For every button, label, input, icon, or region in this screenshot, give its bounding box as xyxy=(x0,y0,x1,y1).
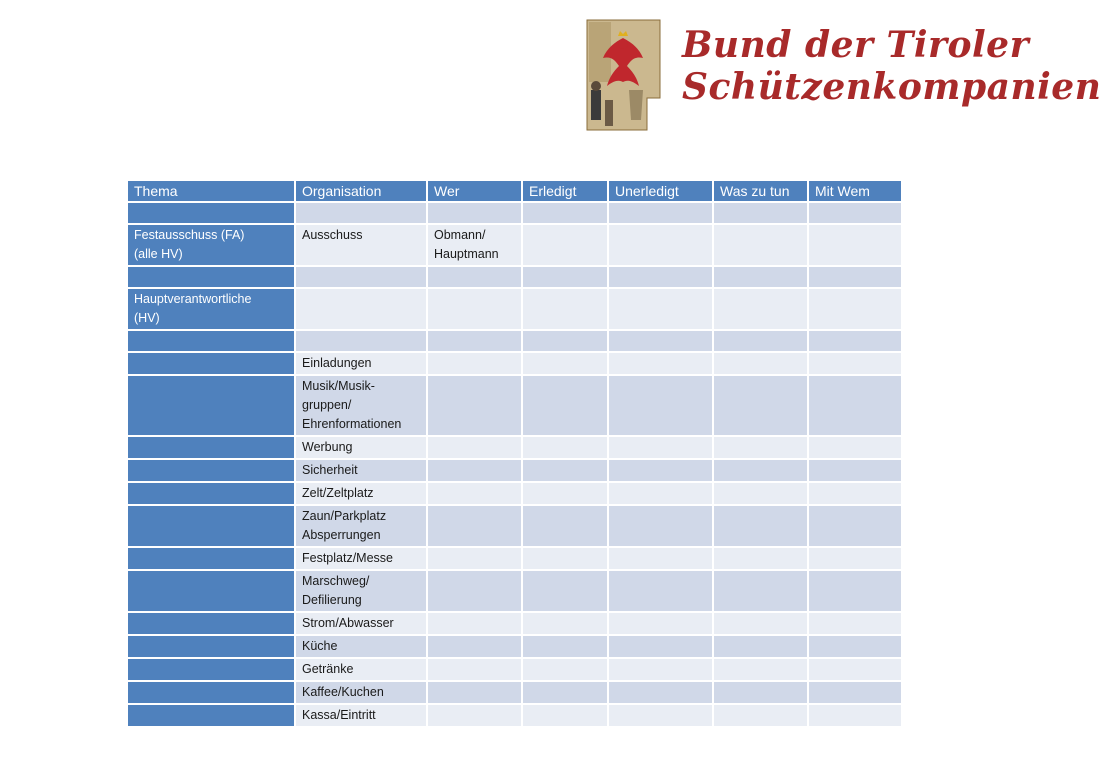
table-row xyxy=(128,506,901,546)
table-cell xyxy=(609,203,712,223)
table-cell xyxy=(609,659,712,680)
table-cell xyxy=(714,483,807,504)
table-cell xyxy=(714,353,807,374)
table-cell xyxy=(609,571,712,611)
table-cell xyxy=(714,705,807,726)
table-cell xyxy=(609,267,712,287)
table-cell xyxy=(714,659,807,680)
table-cell xyxy=(609,437,712,458)
table-cell: Musik/Musik- gruppen/ Ehrenformationen xyxy=(296,376,426,435)
table-cell xyxy=(609,613,712,634)
table-cell xyxy=(809,289,901,329)
table-cell: Ausschuss xyxy=(296,225,426,265)
table-cell xyxy=(128,659,294,680)
table-row xyxy=(128,460,901,481)
table-cell xyxy=(809,483,901,504)
table-cell xyxy=(428,267,521,287)
table-cell: Zaun/Parkplatz Absperrungen xyxy=(296,506,426,546)
table-cell xyxy=(609,506,712,546)
table-cell xyxy=(809,636,901,657)
table-cell xyxy=(809,437,901,458)
table-row xyxy=(128,705,901,726)
planning-table xyxy=(126,179,903,728)
table-cell: Festausschuss (FA) (alle HV) xyxy=(128,225,294,265)
table-cell xyxy=(714,460,807,481)
table-cell xyxy=(523,460,607,481)
table-cell xyxy=(428,548,521,569)
table-cell xyxy=(428,437,521,458)
table-cell xyxy=(714,225,807,265)
table-row xyxy=(128,353,901,374)
table-cell xyxy=(428,571,521,611)
table-cell: Strom/Abwasser xyxy=(296,613,426,634)
table-cell xyxy=(428,682,521,703)
table-cell xyxy=(128,613,294,634)
table-cell: Getränke xyxy=(296,659,426,680)
table-cell xyxy=(523,483,607,504)
table-cell xyxy=(428,613,521,634)
table-cell: Kaffee/Kuchen xyxy=(296,682,426,703)
column-header-wer: Wer xyxy=(428,181,521,201)
table-cell xyxy=(523,289,607,329)
table-cell xyxy=(523,613,607,634)
table-cell xyxy=(714,571,807,611)
table-cell xyxy=(128,483,294,504)
table-cell xyxy=(609,353,712,374)
table-cell xyxy=(609,331,712,351)
table-row xyxy=(128,613,901,634)
table-cell: Obmann/ Hauptmann xyxy=(428,225,521,265)
table-cell xyxy=(609,682,712,703)
table-row xyxy=(128,203,901,223)
column-header-thema: Thema xyxy=(128,181,294,201)
table-cell xyxy=(428,659,521,680)
table-cell xyxy=(523,705,607,726)
table-header-row xyxy=(128,181,901,201)
table-row xyxy=(128,659,901,680)
column-header-unerledigt: Unerledigt xyxy=(609,181,712,201)
table-cell xyxy=(128,460,294,481)
table-cell xyxy=(714,613,807,634)
table-cell xyxy=(523,267,607,287)
table-cell xyxy=(609,460,712,481)
table-cell xyxy=(809,376,901,435)
table-cell xyxy=(523,506,607,546)
table-cell xyxy=(296,267,426,287)
table-cell xyxy=(714,331,807,351)
table-row xyxy=(128,483,901,504)
table-cell: Sicherheit xyxy=(296,460,426,481)
table-cell xyxy=(609,289,712,329)
table-cell xyxy=(128,548,294,569)
table-cell xyxy=(523,636,607,657)
table-cell xyxy=(714,506,807,546)
table-cell xyxy=(523,225,607,265)
table-row xyxy=(128,636,901,657)
table-cell xyxy=(428,483,521,504)
table-cell xyxy=(714,682,807,703)
table-cell xyxy=(714,267,807,287)
table-cell xyxy=(428,636,521,657)
table-cell xyxy=(609,705,712,726)
table-cell xyxy=(609,548,712,569)
table-cell xyxy=(428,289,521,329)
table-cell xyxy=(809,659,901,680)
table-cell xyxy=(428,705,521,726)
table-cell: Festplatz/Messe xyxy=(296,548,426,569)
table-cell xyxy=(428,506,521,546)
table-cell xyxy=(128,331,294,351)
table-cell xyxy=(128,682,294,703)
table-cell: Küche xyxy=(296,636,426,657)
table-row xyxy=(128,225,901,265)
table-cell xyxy=(523,437,607,458)
table-cell xyxy=(714,376,807,435)
table-cell xyxy=(809,225,901,265)
table-cell xyxy=(296,289,426,329)
table-cell xyxy=(128,437,294,458)
table-cell: Einladungen xyxy=(296,353,426,374)
table-cell: Zelt/Zeltplatz xyxy=(296,483,426,504)
table-cell xyxy=(809,353,901,374)
table-cell xyxy=(428,353,521,374)
table-cell xyxy=(523,203,607,223)
table-cell xyxy=(714,636,807,657)
table-cell xyxy=(809,682,901,703)
organization-name-line-1: Bund der Tiroler xyxy=(682,24,1030,66)
table-cell xyxy=(714,289,807,329)
organization-name-line-2: Schützenkompanien xyxy=(682,66,1101,108)
table-cell xyxy=(809,203,901,223)
table-cell xyxy=(523,331,607,351)
table-cell xyxy=(296,331,426,351)
column-header-erledigt: Erledigt xyxy=(523,181,607,201)
column-header-mit-wem: Mit Wem xyxy=(809,181,901,201)
table-cell xyxy=(809,613,901,634)
table-cell xyxy=(523,682,607,703)
table-cell xyxy=(809,267,901,287)
table-row xyxy=(128,548,901,569)
table-cell: Marschweg/ Defilierung xyxy=(296,571,426,611)
table-cell xyxy=(714,203,807,223)
table-cell xyxy=(523,353,607,374)
table-cell xyxy=(428,460,521,481)
table-row xyxy=(128,682,901,703)
table-cell: Kassa/Eintritt xyxy=(296,705,426,726)
table-cell xyxy=(128,636,294,657)
table-cell xyxy=(523,548,607,569)
table-cell xyxy=(809,548,901,569)
organization-name xyxy=(682,24,1101,108)
table-row xyxy=(128,267,901,287)
table-cell xyxy=(128,267,294,287)
table-cell xyxy=(609,483,712,504)
table-cell xyxy=(523,571,607,611)
table-cell xyxy=(428,376,521,435)
table-row xyxy=(128,571,901,611)
table-cell xyxy=(609,376,712,435)
table-cell xyxy=(809,705,901,726)
table-cell xyxy=(609,225,712,265)
table-cell xyxy=(809,571,901,611)
column-header-was-zu-tun: Was zu tun xyxy=(714,181,807,201)
table-cell xyxy=(128,376,294,435)
table-cell xyxy=(128,203,294,223)
table-cell xyxy=(128,571,294,611)
table-row xyxy=(128,289,901,329)
eagle-coat-of-arms-icon xyxy=(585,20,660,130)
table-row xyxy=(128,437,901,458)
table-cell xyxy=(128,506,294,546)
table-cell: Hauptverantwortliche (HV) xyxy=(128,289,294,329)
table-cell: Werbung xyxy=(296,437,426,458)
table-cell xyxy=(809,506,901,546)
table-cell xyxy=(714,548,807,569)
table-cell xyxy=(809,460,901,481)
table-cell xyxy=(128,705,294,726)
column-header-organisation: Organisation xyxy=(296,181,426,201)
table-cell xyxy=(523,659,607,680)
table-cell xyxy=(428,203,521,223)
table-cell xyxy=(296,203,426,223)
table-cell xyxy=(809,331,901,351)
table-cell xyxy=(523,376,607,435)
table-row xyxy=(128,331,901,351)
table-row xyxy=(128,376,901,435)
table-cell xyxy=(428,331,521,351)
table-cell xyxy=(128,353,294,374)
table-cell xyxy=(609,636,712,657)
table-cell xyxy=(714,437,807,458)
